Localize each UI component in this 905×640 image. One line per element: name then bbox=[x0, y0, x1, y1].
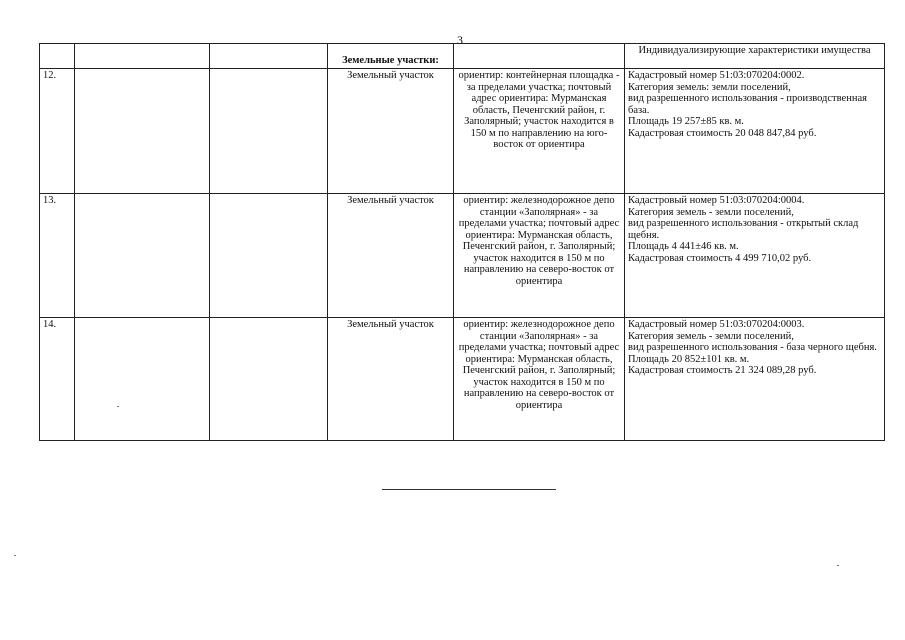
permitted-use: вид разрешенного использования - открытый склад щебня. bbox=[628, 218, 859, 241]
row-number: 14. bbox=[40, 318, 75, 441]
area: Площадь 19 257±85 кв. м. bbox=[628, 116, 744, 127]
property-location: ориентир: контейнерная площадка - за пределами участка; почтовый адрес ориентира: Мурманская область, Печенгский район, г. Заполярный; участок находится в 150 м по направлению на юго-восток от ориентира bbox=[454, 69, 625, 194]
row-number: 12. bbox=[40, 69, 75, 194]
empty-cell bbox=[75, 318, 210, 441]
cadastral-value: Кадастровая стоимость 20 048 847,84 руб. bbox=[628, 127, 817, 139]
cadastral-number: Кадастровый номер 51:03:070204:0004. bbox=[628, 195, 805, 206]
property-type: Земельный участок bbox=[328, 194, 454, 318]
land-category: Категория земель: земли поселений, bbox=[628, 81, 791, 93]
section-title: Земельные участки: bbox=[328, 44, 454, 69]
permitted-use: вид разрешенного использования - база черного щебня. bbox=[628, 342, 877, 353]
footer-divider bbox=[382, 489, 556, 490]
property-characteristics bbox=[625, 318, 885, 441]
property-type: Земельный участок bbox=[328, 69, 454, 194]
land-category: Категория земель - земли поселений, bbox=[628, 330, 794, 342]
scan-speck bbox=[117, 406, 119, 407]
table-row bbox=[40, 194, 885, 318]
empty-cell bbox=[210, 194, 328, 318]
empty-cell bbox=[210, 318, 328, 441]
property-location: ориентир: железнодорожное депо станции «Заполярная» - за пределами участка; почтовый адрес ориентира: Мурманская область, Печенгский район, г. Заполярный; участок находится в 150 м по направлению на северо-восток от ориентира bbox=[454, 318, 625, 441]
page-number: 3 bbox=[457, 33, 463, 47]
cadastral-number: Кадастровый номер 51:03:070204:0003. bbox=[628, 319, 805, 330]
header-cell-empty bbox=[210, 44, 328, 69]
header-cell-empty bbox=[40, 44, 75, 69]
scan-speck bbox=[837, 565, 839, 566]
permitted-use: вид разрешенного использования - производственная база. bbox=[628, 93, 867, 116]
empty-cell bbox=[210, 69, 328, 194]
cadastral-value: Кадастровая стоимость 4 499 710,02 руб. bbox=[628, 252, 812, 264]
property-characteristics bbox=[625, 69, 885, 194]
row-number: 13. bbox=[40, 194, 75, 318]
cadastral-value: Кадастровая стоимость 21 324 089,28 руб. bbox=[628, 365, 817, 376]
table-row bbox=[40, 318, 885, 441]
cadastral-number: Кадастровый номер 51:03:070204:0002. bbox=[628, 70, 805, 81]
empty-cell bbox=[75, 69, 210, 194]
characteristics-header: Индивидуализирующие характеристики имущества bbox=[625, 44, 885, 69]
scan-speck bbox=[14, 555, 16, 556]
area: Площадь 4 441±46 кв. м. bbox=[628, 241, 739, 252]
table-row bbox=[40, 69, 885, 194]
table-header-row bbox=[40, 44, 885, 69]
empty-cell bbox=[75, 194, 210, 318]
property-location: ориентир: железнодорожное депо станции «Заполярная» - за пределами участка; почтовый адрес ориентира: Мурманская область, Печенгский район, г. Заполярный; участок находится в 150 м по направлению на северо-восток от ориентира bbox=[454, 194, 625, 318]
land-category: Категория земель - земли поселений, bbox=[628, 206, 794, 218]
area: Площадь 20 852±101 кв. м. bbox=[628, 353, 750, 365]
header-cell-empty bbox=[454, 44, 625, 69]
property-type: Земельный участок bbox=[328, 318, 454, 441]
property-table bbox=[39, 43, 885, 441]
property-characteristics bbox=[625, 194, 885, 318]
header-cell-empty bbox=[75, 44, 210, 69]
